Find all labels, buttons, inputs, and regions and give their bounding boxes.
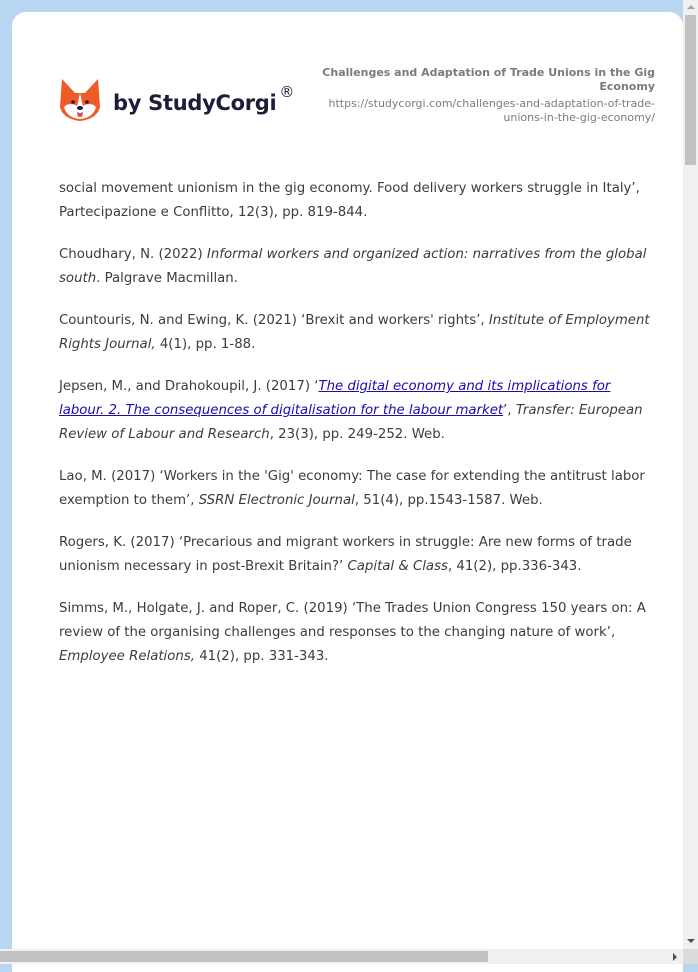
reference-entry (59, 243, 659, 291)
scroll-up-arrow-icon[interactable] (687, 5, 695, 9)
document-meta (305, 66, 655, 124)
reference-entry (59, 177, 659, 225)
reference-italic-text: Employee Relations, (59, 649, 195, 664)
references-list (59, 177, 659, 687)
vertical-scroll-thumb[interactable] (685, 15, 696, 165)
reference-text: ’, (503, 403, 516, 418)
scroll-right-arrow-icon[interactable] (673, 953, 677, 961)
reference-italic-text: Institute of Employment Rights Journal, (59, 313, 650, 352)
studycorgi-logo[interactable] (59, 76, 294, 124)
scrollbar-corner (683, 949, 698, 964)
reference-text: Lao, M. (2017) ‘Workers in the 'Gig' economy: The case for extending the antitrust labor exemption to them’, (59, 469, 645, 508)
reference-text: Rogers, K. (2017) ‘Precarious and migrant workers in struggle: Are new forms of trade unionism necessary in post-Brexit Britain?’ (59, 535, 632, 574)
reference-italic-text: Informal workers and organized action: narratives from the global south (59, 247, 647, 286)
document-title: Challenges and Adaptation of Trade Unions in the Gig Economy (322, 66, 655, 93)
horizontal-scroll-thumb[interactable] (0, 951, 488, 962)
document-url[interactable]: https://studycorgi.com/challenges-and-adaptation-of-trade-unions-in-the-gig-economy/ (328, 97, 655, 124)
reference-text: . Palgrave Macmillan. (96, 271, 238, 286)
vertical-scrollbar[interactable] (683, 0, 698, 949)
reference-link[interactable]: The digital economy and its implications for labour. 2. The consequences of digitalisation for the labour market (59, 379, 611, 418)
logo-text: by StudyCorgi (113, 91, 277, 115)
scroll-down-arrow-icon[interactable] (687, 939, 695, 943)
reference-text: , 41(2), pp.336-343. (447, 559, 582, 574)
corgi-logo-icon (59, 77, 101, 123)
reference-text: Countouris, N. and Ewing, K. (2021) ‘Brexit and workers' rights’, (59, 313, 489, 328)
reference-text: 41(2), pp. 331-343. (194, 649, 329, 664)
reference-entry (59, 597, 659, 669)
reference-italic-text: Capital & Class (347, 559, 448, 574)
reference-text: 4(1), pp. 1-88. (155, 337, 256, 352)
reference-entry (59, 465, 659, 513)
reference-text: Simms, M., Holgate, J. and Roper, C. (2019) ‘The Trades Union Congress 150 years on: A review of the organising challenges and responses to the changing nature of work’, (59, 601, 646, 640)
horizontal-scrollbar[interactable] (0, 949, 683, 964)
page-header (12, 12, 683, 152)
reference-text: social movement unionism in the gig economy. Food delivery workers struggle in Italy’, Partecipazione e Conflitto, 12(3), pp. 819-844. (59, 181, 640, 220)
reference-text: Choudhary, N. (2022) (59, 247, 207, 262)
registered-mark: ® (279, 83, 295, 101)
reference-text: , 23(3), pp. 249-252. Web. (269, 427, 445, 442)
reference-entry (59, 531, 659, 579)
reference-italic-text: Transfer: European Review of Labour and Research (59, 403, 643, 442)
reference-entry (59, 309, 659, 357)
reference-italic-text: SSRN Electronic Journal (198, 493, 355, 508)
reference-text: Jepsen, M., and Drahokoupil, J. (2017) ‘ (59, 379, 319, 394)
reference-text: , 51(4), pp.1543-1587. Web. (354, 493, 543, 508)
document-page (12, 12, 683, 972)
reference-entry (59, 375, 659, 447)
